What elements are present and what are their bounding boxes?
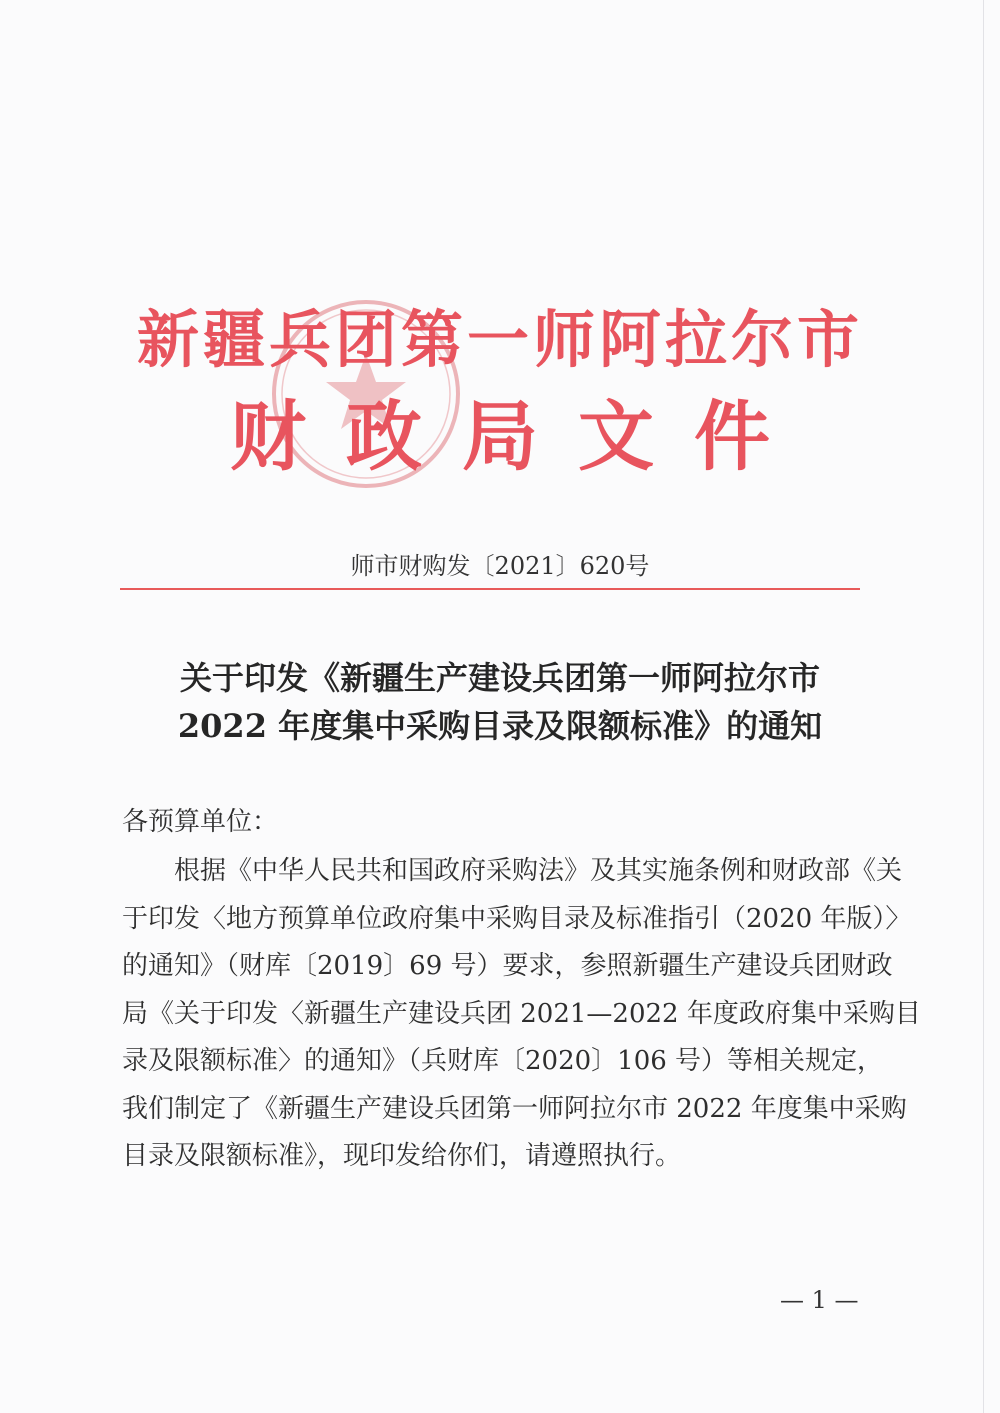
letterhead-agency-name: 新疆兵团第一师阿拉尔市 <box>136 303 863 376</box>
salutation: 各预算单位： <box>122 807 279 837</box>
document-title-line-1: 关于印发《新疆生产建设兵团第一师阿拉尔市 <box>179 659 820 697</box>
body-line: 局《关于印发〈新疆生产建设兵团 2021—2022 年度政府集中采购目 <box>122 998 921 1029</box>
body-line: 的通知》（财库〔2019〕69 号）要求，参照新疆生产建设兵团财政 <box>122 951 893 981</box>
body-line: 根据《中华人民共和国政府采购法》及其实施条例和财政部《关 <box>174 856 903 886</box>
document-title-line-2: 2022 年度集中采购目录及限额标准》的通知 <box>177 707 823 745</box>
letterhead-document-type: 财政局文件 <box>230 392 810 481</box>
body-paragraph <box>122 848 921 1181</box>
page-number: — 1 — <box>780 1286 859 1314</box>
red-separator-line <box>120 588 860 590</box>
document-number: 师市财购发〔2021〕620号 <box>350 552 650 580</box>
body-line: 录及限额标准〉的通知》（兵财库〔2020〕106 号）等相关规定， <box>122 1046 884 1076</box>
body-line: 于印发〈地方预算单位政府集中采购目录及标准指引（2020 年版）〉 <box>122 903 912 934</box>
body-line: 目录及限额标准》，现印发给你们，请遵照执行。 <box>122 1141 682 1171</box>
body-line: 我们制定了《新疆生产建设兵团第一师阿拉尔市 2022 年度集中采购 <box>122 1093 907 1124</box>
